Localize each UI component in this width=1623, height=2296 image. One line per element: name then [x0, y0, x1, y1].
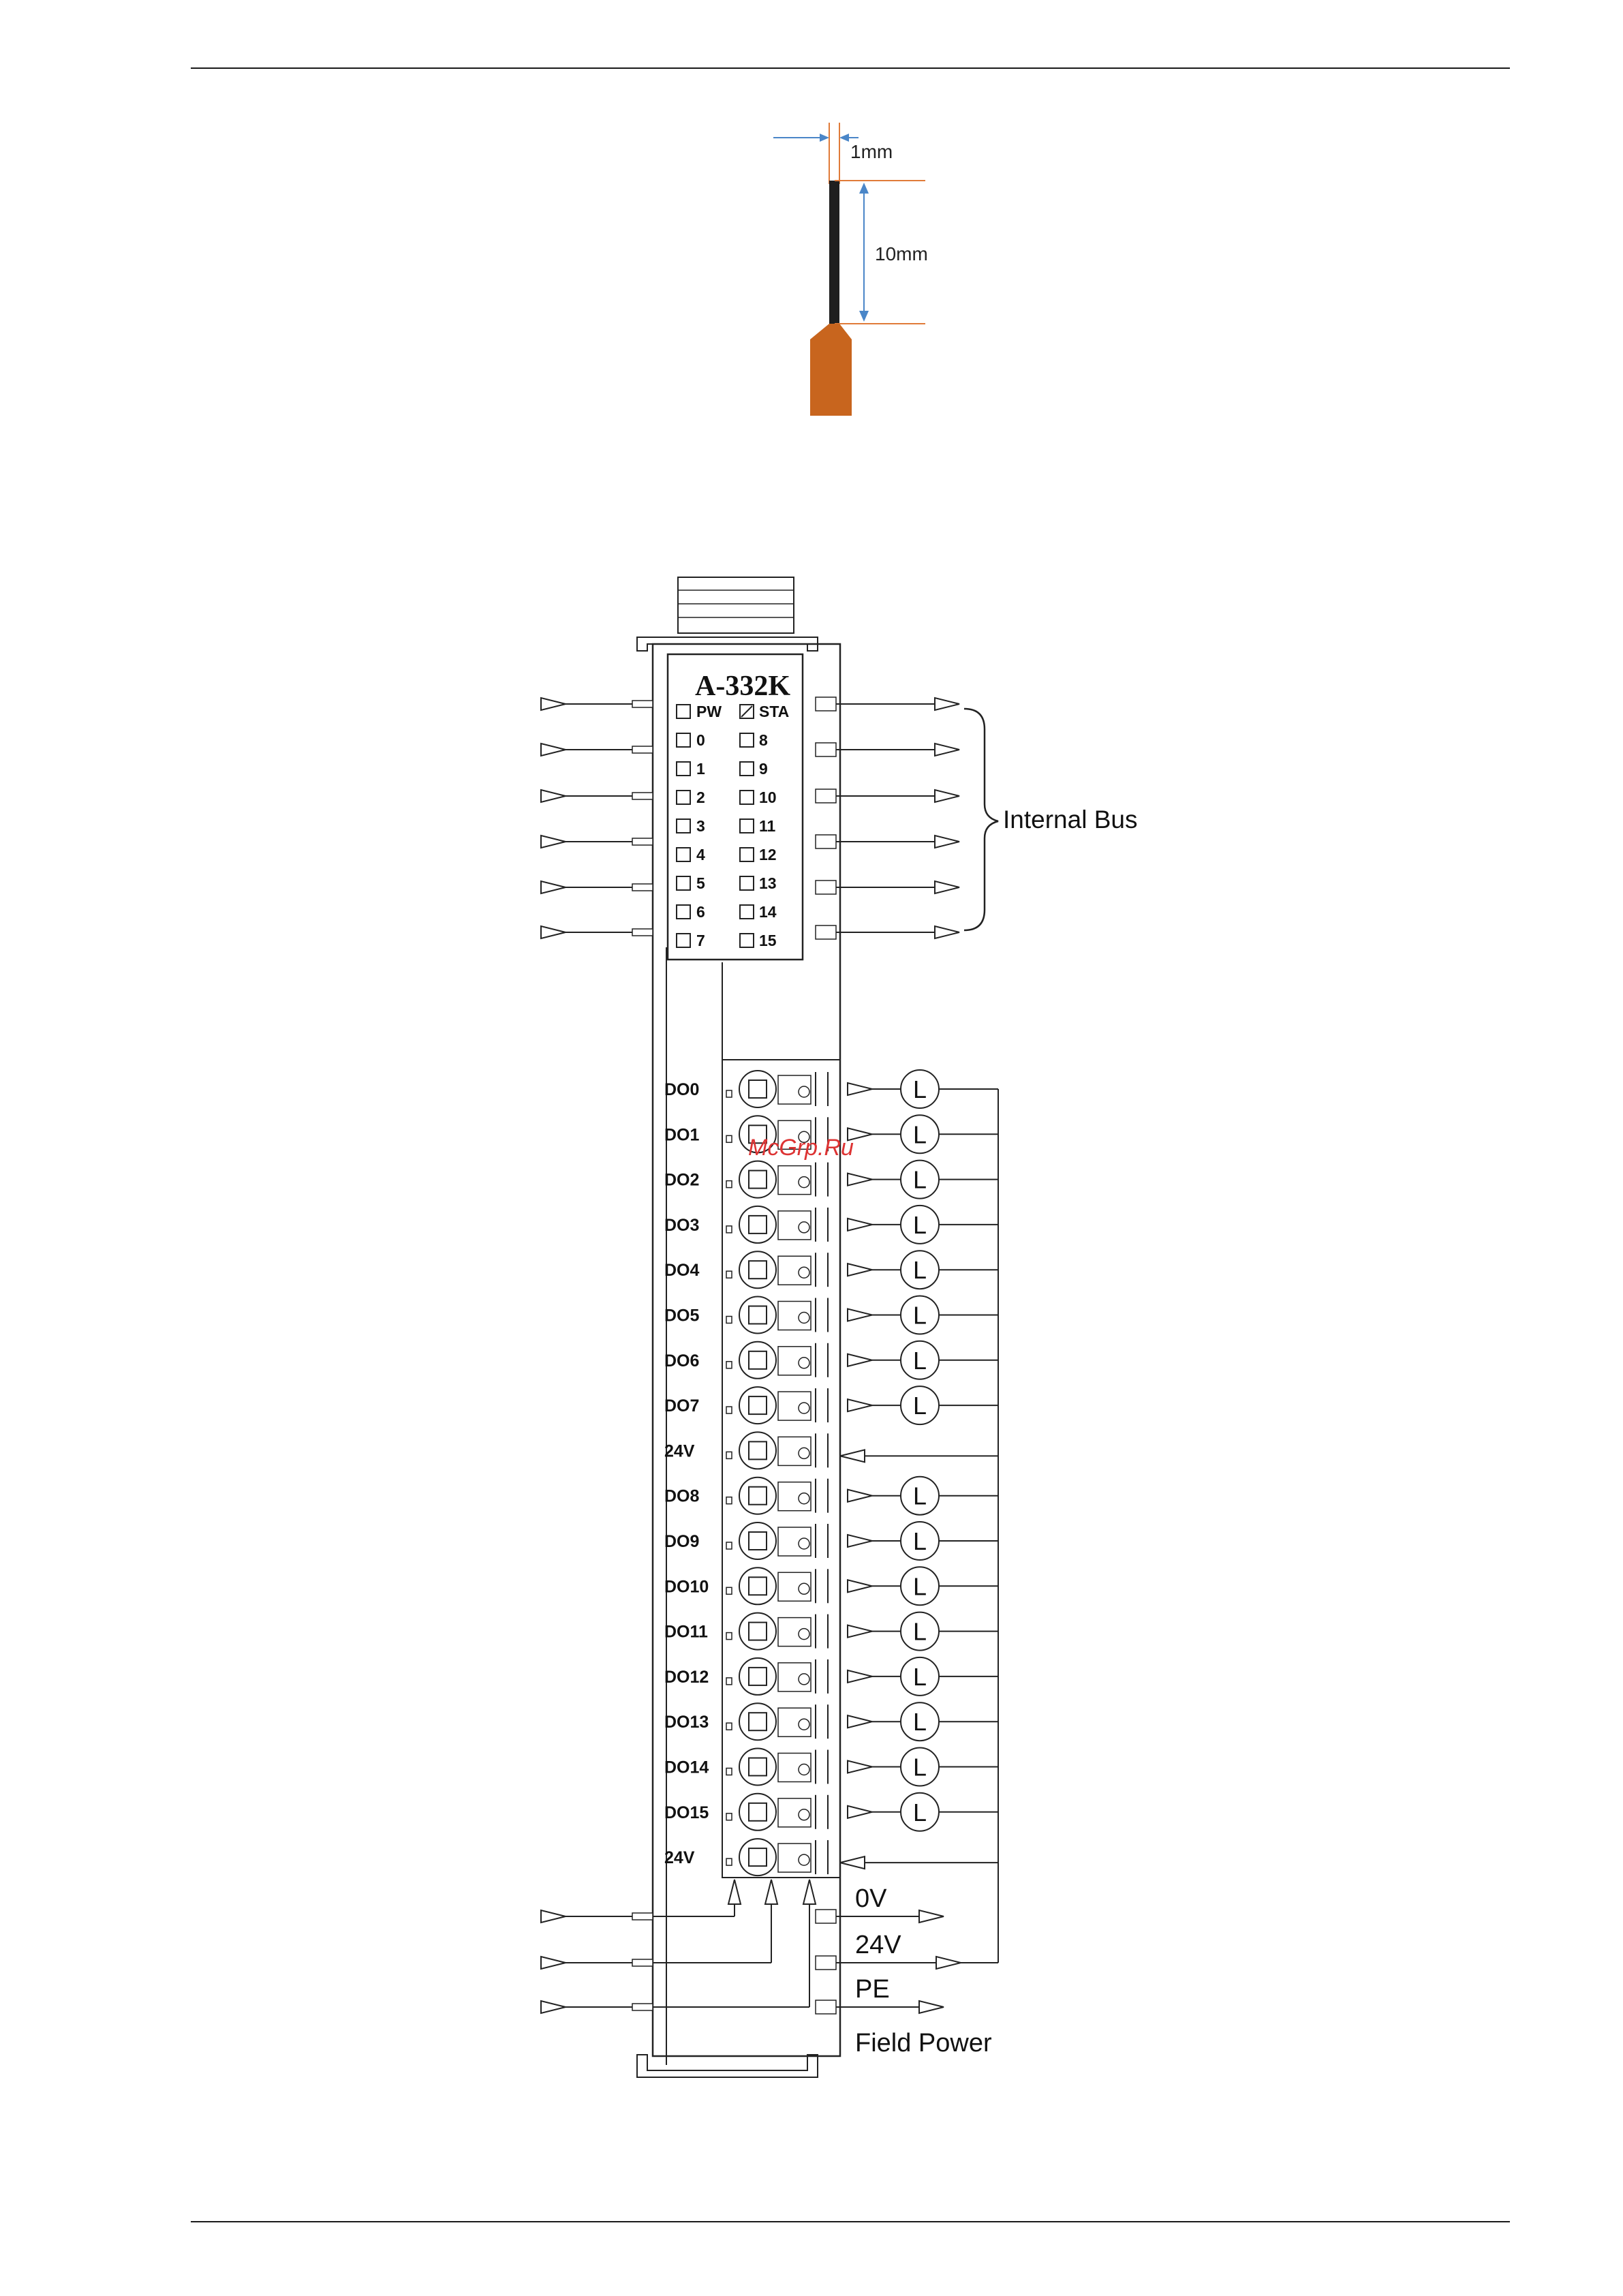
terminal-pin	[726, 1769, 732, 1775]
field-pin-right	[816, 1910, 836, 1923]
field-pin-left	[632, 2004, 653, 2010]
terminal-screw	[739, 1522, 776, 1559]
led-indicator	[677, 905, 690, 919]
terminal-screw	[739, 1613, 776, 1650]
internal-bus-brace	[964, 709, 998, 930]
wiring-diagram	[0, 545, 1623, 2113]
bus-pin-left	[632, 929, 653, 936]
led-indicator	[677, 733, 690, 747]
bus-output-arrow	[935, 790, 959, 802]
bus-pin-left	[632, 838, 653, 845]
led-indicator	[677, 848, 690, 861]
field-pin-left	[632, 1959, 653, 1966]
led-indicator	[677, 762, 690, 776]
output-arrow	[848, 1580, 872, 1592]
terminal-pin	[726, 1813, 732, 1820]
field-tap-arrow	[765, 1880, 777, 1904]
led-indicator	[677, 934, 690, 947]
load-label: L	[912, 1753, 927, 1781]
led-label: 0	[696, 731, 705, 749]
module-model: A-332K	[695, 671, 790, 702]
terminal-screw	[739, 1161, 776, 1198]
terminal-contact	[799, 1086, 809, 1097]
terminal-label: DO11	[664, 1622, 708, 1642]
width-arrowhead-left	[820, 134, 829, 142]
bottom-rule	[191, 2221, 1510, 2222]
terminal-label: 24V	[664, 1441, 695, 1461]
led-indicator	[740, 733, 754, 747]
led-indicator	[677, 705, 690, 718]
internal-bus-label: Internal Bus	[1003, 806, 1138, 833]
field-power-label: 24V	[855, 1931, 901, 1959]
bus-pin-right	[816, 925, 836, 939]
field-power-title: Field Power	[855, 2029, 992, 2057]
ferrule-sleeve	[810, 324, 852, 416]
field-power-label: 0V	[855, 1884, 887, 1913]
load-label: L	[912, 1482, 927, 1510]
terminal-pin	[726, 1362, 732, 1368]
field-tap-arrow	[803, 1880, 816, 1904]
led-label: PW	[696, 703, 722, 720]
bus-pin-right	[816, 697, 836, 711]
terminal-screw	[739, 1251, 776, 1288]
terminal-pin	[726, 1135, 732, 1142]
bus-output-arrow	[935, 836, 959, 848]
terminal-label: DO6	[664, 1351, 700, 1371]
terminal-contact	[799, 1403, 809, 1413]
terminal-contact	[799, 1448, 809, 1458]
terminal-pin	[726, 1317, 732, 1323]
bus-pin-right	[816, 881, 836, 894]
load-label: L	[912, 1075, 927, 1103]
terminal-pin	[726, 1678, 732, 1685]
terminal-label: DO3	[664, 1215, 700, 1235]
terminal-pin	[726, 1858, 732, 1865]
bus-input-arrow	[541, 744, 566, 756]
bus-output-arrow	[935, 881, 959, 893]
led-label: STA	[759, 703, 790, 720]
terminal-label: DO8	[664, 1486, 700, 1506]
terminal-label: DO5	[664, 1306, 700, 1326]
terminal-contact	[799, 1674, 809, 1685]
load-label: L	[912, 1165, 927, 1194]
terminal-label: DO14	[664, 1758, 709, 1777]
terminal-contact	[799, 1538, 809, 1549]
load-label: L	[912, 1572, 927, 1601]
terminal-screw	[739, 1342, 776, 1379]
ferrule-pin	[829, 181, 839, 324]
field-pin-right	[816, 1956, 836, 1970]
load-label: L	[912, 1662, 927, 1691]
bus-output-arrow	[935, 926, 959, 938]
terminal-pin	[726, 1407, 732, 1413]
terminal-pin	[726, 1090, 732, 1097]
terminal-contact	[799, 1267, 809, 1278]
led-label: 3	[696, 817, 705, 835]
supply-arrow	[840, 1856, 865, 1869]
terminal-pin	[726, 1226, 732, 1233]
field-input-arrow	[541, 2001, 566, 2013]
terminal-pin	[726, 1542, 732, 1549]
dimension-width-label: 1mm	[850, 141, 893, 162]
load-label: L	[912, 1527, 927, 1555]
output-arrow	[848, 1354, 872, 1366]
led-indicator	[677, 791, 690, 804]
terminal-label: DO13	[664, 1713, 709, 1732]
terminal-label: DO10	[664, 1577, 709, 1597]
bus-input-arrow	[541, 790, 566, 802]
terminal-contact	[799, 1854, 809, 1865]
terminal-contact	[799, 1222, 809, 1233]
terminal-pin	[726, 1633, 732, 1640]
load-label: L	[912, 1210, 927, 1239]
led-label: 1	[696, 760, 705, 778]
bus-pin-right	[816, 789, 836, 803]
bus-input-arrow	[541, 881, 566, 893]
terminal-label: DO9	[664, 1532, 700, 1551]
bus-pin-left	[632, 746, 653, 753]
terminal-label: DO0	[664, 1080, 700, 1099]
terminal-screw	[739, 1432, 776, 1469]
field-tap-arrow	[728, 1880, 741, 1904]
terminal-screw	[739, 1839, 776, 1876]
terminal-pin	[726, 1587, 732, 1594]
terminal-pin	[726, 1723, 732, 1730]
led-label: 2	[696, 789, 705, 806]
led-indicator	[740, 876, 754, 890]
top-rule	[191, 67, 1510, 69]
led-label: 5	[696, 874, 705, 892]
load-label: L	[912, 1301, 927, 1330]
watermark: McGrp.Ru	[748, 1135, 854, 1161]
led-label: 12	[759, 846, 777, 863]
output-arrow	[848, 1174, 872, 1186]
terminal-pin	[726, 1452, 732, 1458]
terminal-screw	[739, 1703, 776, 1740]
terminal-contact	[799, 1719, 809, 1730]
led-label: 10	[759, 789, 777, 806]
led-label: 9	[759, 760, 768, 778]
terminal-label: DO12	[664, 1667, 709, 1687]
terminal-screw	[739, 1794, 776, 1831]
led-label: 7	[696, 932, 705, 949]
bus-pin-left	[632, 793, 653, 799]
bus-input-arrow	[541, 836, 566, 848]
load-label: L	[912, 1346, 927, 1375]
output-arrow	[848, 1761, 872, 1773]
bus-input-arrow	[541, 926, 566, 938]
terminal-screw	[739, 1071, 776, 1107]
terminal-contact	[799, 1583, 809, 1594]
led-indicator	[740, 791, 754, 804]
terminal-contact	[799, 1493, 809, 1504]
bus-output-arrow	[935, 744, 959, 756]
output-arrow	[848, 1399, 872, 1411]
terminal-label: DO4	[664, 1261, 700, 1281]
field-input-arrow	[541, 1910, 566, 1923]
bottom-din-clip	[637, 2055, 818, 2077]
ferrule-diagram	[749, 109, 954, 429]
length-arrowhead-top	[859, 183, 869, 194]
output-arrow	[848, 1535, 872, 1547]
led-indicator	[677, 876, 690, 890]
led-label: 13	[759, 874, 777, 892]
field-input-arrow	[541, 1957, 566, 1969]
field-pin-left	[632, 1913, 653, 1920]
led-indicator	[740, 848, 754, 861]
width-arrowhead-right	[839, 134, 849, 142]
terminal-contact	[799, 1809, 809, 1820]
bus-pin-right	[816, 743, 836, 756]
led-indicator	[677, 819, 690, 833]
led-label: 11	[759, 817, 776, 835]
led-indicator	[740, 905, 754, 919]
terminal-contact	[799, 1313, 809, 1323]
load-label: L	[912, 1798, 927, 1826]
load-label: L	[912, 1120, 927, 1149]
bus-input-arrow	[541, 698, 566, 710]
led-indicator	[740, 819, 754, 833]
output-arrow	[848, 1309, 872, 1321]
terminal-label: DO7	[664, 1396, 700, 1416]
led-status-mark	[741, 706, 752, 717]
field-pin-right	[816, 2000, 836, 2014]
led-indicator	[740, 762, 754, 776]
output-arrow	[848, 1625, 872, 1638]
load-label: L	[912, 1617, 927, 1646]
load-label: L	[912, 1256, 927, 1285]
terminal-pin	[726, 1271, 732, 1278]
output-arrow	[848, 1219, 872, 1231]
led-label: 4	[696, 846, 705, 863]
output-arrow	[848, 1264, 872, 1276]
led-label: 8	[759, 731, 768, 749]
led-label: 6	[696, 903, 705, 921]
terminal-contact	[799, 1358, 809, 1368]
bus-pin-left	[632, 701, 653, 707]
output-arrow	[848, 1715, 872, 1728]
output-arrow	[848, 1806, 872, 1818]
led-label: 15	[759, 932, 777, 949]
terminal-label: 24V	[664, 1848, 695, 1868]
terminal-screw	[739, 1658, 776, 1695]
terminal-screw	[739, 1297, 776, 1334]
terminal-label: DO2	[664, 1170, 700, 1190]
led-indicator	[740, 934, 754, 947]
supply-arrow	[840, 1450, 865, 1462]
field-output-arrow	[919, 2001, 944, 2013]
bus-output-arrow	[935, 698, 959, 710]
terminal-pin	[726, 1497, 732, 1504]
terminal-label: DO1	[664, 1125, 700, 1145]
load-label: L	[912, 1392, 927, 1420]
terminal-contact	[799, 1177, 809, 1188]
led-label: 14	[759, 903, 777, 921]
terminal-contact	[799, 1764, 809, 1775]
terminal-screw	[739, 1478, 776, 1514]
output-arrow	[848, 1490, 872, 1502]
field-power-label: PE	[855, 1975, 890, 2004]
bus-pin-left	[632, 884, 653, 891]
length-arrowhead-bottom	[859, 311, 869, 322]
terminal-screw	[739, 1387, 776, 1424]
dimension-length-label: 10mm	[875, 243, 928, 264]
load-label: L	[912, 1708, 927, 1736]
terminal-screw	[739, 1206, 776, 1243]
terminal-contact	[799, 1629, 809, 1640]
terminal-label: DO15	[664, 1803, 709, 1822]
terminal-screw	[739, 1567, 776, 1604]
output-arrow	[848, 1083, 872, 1095]
terminal-pin	[726, 1181, 732, 1188]
field-output-arrow	[919, 1910, 944, 1923]
field-output-arrow	[936, 1957, 961, 1969]
terminal-screw	[739, 1749, 776, 1786]
top-connector	[678, 577, 794, 633]
output-arrow	[848, 1670, 872, 1683]
bus-pin-right	[816, 835, 836, 848]
